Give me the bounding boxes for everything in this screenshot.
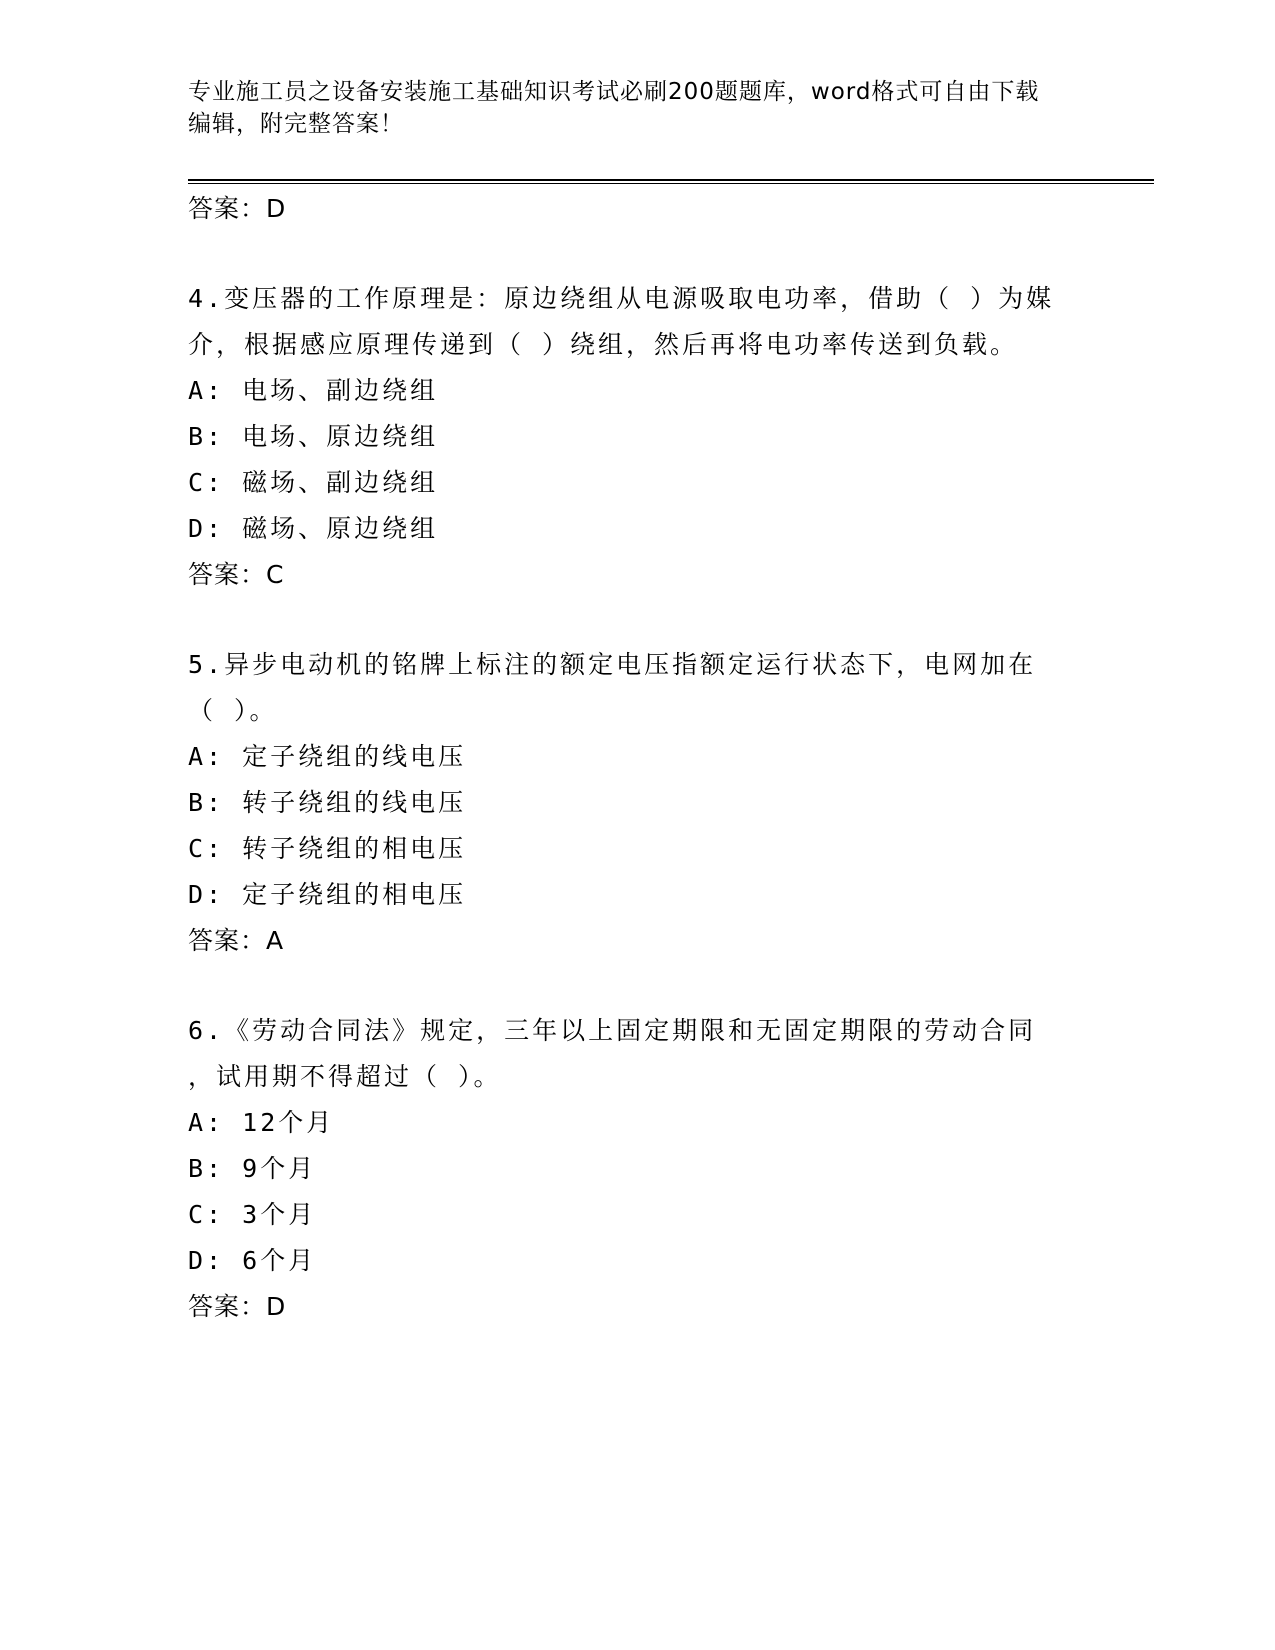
question-4 xyxy=(188,276,1088,598)
question-6 xyxy=(188,1008,1088,1330)
question-6-line-2: ，试用期不得超过（ ）。 xyxy=(188,1062,502,1091)
question-5-line-1: 5.异步电动机的铭牌上标注的额定电压指额定运行状态下，电网加在 xyxy=(188,650,1037,679)
question-6-option-a: A: 12个月 xyxy=(188,1108,335,1137)
header-rule-thin xyxy=(188,183,1154,184)
question-5-option-c: C: 转子绕组的相电压 xyxy=(188,834,467,863)
header-line-1: 专业施工员之设备安装施工基础知识考试必刷200题题库，word格式可自由下载 xyxy=(188,79,1040,105)
question-4-option-d: D: 磁场、原边绕组 xyxy=(188,514,439,543)
question-4-answer: 答案：C xyxy=(188,560,285,589)
question-4-line-1: 4.变压器的工作原理是：原边绕组从电源吸取电功率，借助（ ）为媒 xyxy=(188,284,1055,313)
question-6-line-1: 6.《劳动合同法》规定，三年以上固定期限和无固定期限的劳动合同 xyxy=(188,1016,1037,1045)
question-4-option-c: C: 磁场、副边绕组 xyxy=(188,468,439,497)
header-rule-thick xyxy=(188,179,1154,181)
header-line-2: 编辑，附完整答案！ xyxy=(188,111,404,137)
question-6-option-d: D: 6个月 xyxy=(188,1246,317,1275)
question-4-line-2: 介，根据感应原理传递到（ ）绕组，然后再将电功率传送到负载。 xyxy=(188,330,1019,359)
document-body xyxy=(188,186,1088,1330)
question-4-option-a: A: 电场、副边绕组 xyxy=(188,376,439,405)
question-4-option-b: B: 电场、原边绕组 xyxy=(188,422,439,451)
question-5 xyxy=(188,642,1088,964)
question-6-answer: 答案：D xyxy=(188,1292,287,1321)
document-header xyxy=(188,76,1088,140)
question-5-line-2: （ ）。 xyxy=(188,696,278,725)
question-6-option-b: B: 9个月 xyxy=(188,1154,317,1183)
question-6-option-c: C: 3个月 xyxy=(188,1200,317,1229)
question-5-option-b: B: 转子绕组的线电压 xyxy=(188,788,467,817)
question-5-answer: 答案：A xyxy=(188,926,285,955)
answer-previous: 答案：D xyxy=(188,194,287,223)
question-5-option-a: A: 定子绕组的线电压 xyxy=(188,742,467,771)
question-5-option-d: D: 定子绕组的相电压 xyxy=(188,880,467,909)
